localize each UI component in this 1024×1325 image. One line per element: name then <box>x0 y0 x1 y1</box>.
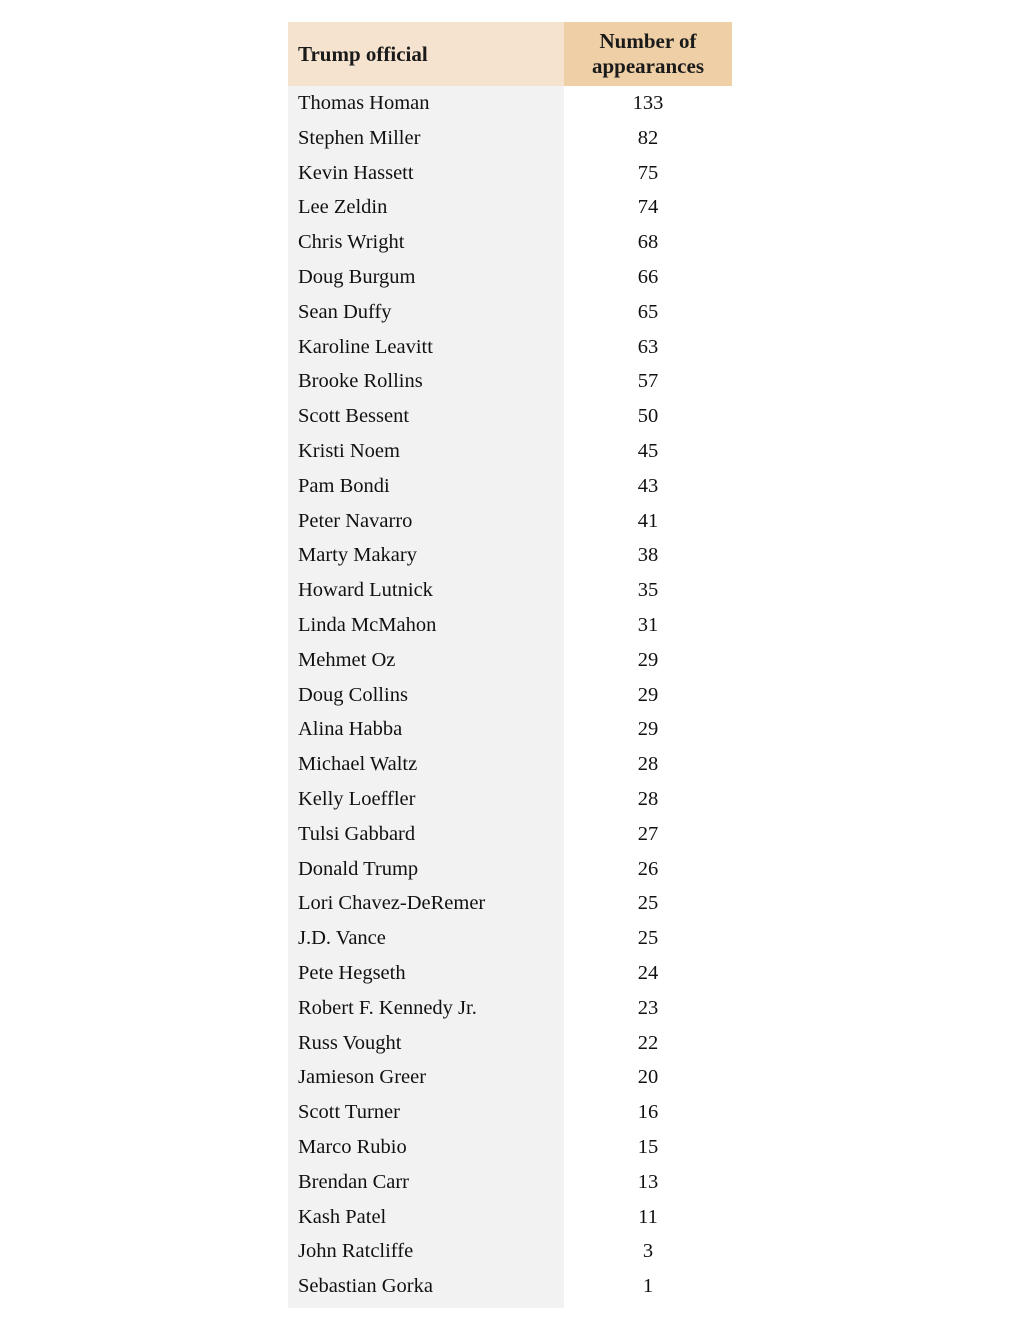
name-column-band-tail <box>288 1303 564 1308</box>
cell-appearance-count: 28 <box>564 782 732 817</box>
table-row <box>288 1095 732 1130</box>
table-row <box>288 190 732 225</box>
cell-official-name: Scott Turner <box>288 1095 564 1130</box>
cell-official-name: Stephen Miller <box>288 121 564 156</box>
table-row <box>288 782 732 817</box>
cell-official-name: Alina Habba <box>288 712 564 747</box>
cell-official-name: Tulsi Gabbard <box>288 817 564 852</box>
table-body <box>288 86 732 1304</box>
trump-official-appearances-table <box>288 22 732 1304</box>
cell-appearance-count: 74 <box>564 190 732 225</box>
table-row <box>288 434 732 469</box>
cell-official-name: Russ Vought <box>288 1026 564 1061</box>
table-row <box>288 712 732 747</box>
cell-official-name: Lori Chavez-DeRemer <box>288 886 564 921</box>
table-header-row <box>288 22 732 86</box>
cell-appearance-count: 31 <box>564 608 732 643</box>
cell-appearance-count: 82 <box>564 121 732 156</box>
cell-official-name: Doug Burgum <box>288 260 564 295</box>
cell-appearance-count: 50 <box>564 399 732 434</box>
table-row <box>288 852 732 887</box>
cell-official-name: Marty Makary <box>288 538 564 573</box>
cell-appearance-count: 13 <box>564 1165 732 1200</box>
cell-official-name: Pete Hegseth <box>288 956 564 991</box>
cell-appearance-count: 29 <box>564 643 732 678</box>
cell-official-name: Scott Bessent <box>288 399 564 434</box>
table-row <box>288 1060 732 1095</box>
table-row <box>288 1200 732 1235</box>
cell-official-name: Kelly Loeffler <box>288 782 564 817</box>
cell-appearance-count: 20 <box>564 1060 732 1095</box>
cell-appearance-count: 45 <box>564 434 732 469</box>
table-row <box>288 1269 732 1304</box>
cell-appearance-count: 28 <box>564 747 732 782</box>
column-header-line-2: appearances <box>592 54 704 78</box>
cell-appearance-count: 66 <box>564 260 732 295</box>
table-row <box>288 956 732 991</box>
cell-official-name: Peter Navarro <box>288 504 564 539</box>
cell-official-name: Karoline Leavitt <box>288 330 564 365</box>
cell-appearance-count: 29 <box>564 678 732 713</box>
table-row <box>288 469 732 504</box>
cell-appearance-count: 43 <box>564 469 732 504</box>
cell-official-name: Chris Wright <box>288 225 564 260</box>
cell-appearance-count: 25 <box>564 921 732 956</box>
cell-appearance-count: 38 <box>564 538 732 573</box>
table-header <box>288 22 732 86</box>
table-row <box>288 86 732 121</box>
cell-appearance-count: 26 <box>564 852 732 887</box>
table-row <box>288 747 732 782</box>
table-row <box>288 260 732 295</box>
cell-appearance-count: 35 <box>564 573 732 608</box>
table-row <box>288 121 732 156</box>
cell-appearance-count: 57 <box>564 364 732 399</box>
cell-official-name: J.D. Vance <box>288 921 564 956</box>
cell-appearance-count: 63 <box>564 330 732 365</box>
cell-appearance-count: 41 <box>564 504 732 539</box>
appearances-table-container <box>288 22 732 1304</box>
cell-appearance-count: 75 <box>564 156 732 191</box>
table-row <box>288 538 732 573</box>
cell-official-name: Michael Waltz <box>288 747 564 782</box>
cell-appearance-count: 29 <box>564 712 732 747</box>
cell-official-name: Thomas Homan <box>288 86 564 121</box>
cell-official-name: John Ratcliffe <box>288 1234 564 1269</box>
cell-appearance-count: 133 <box>564 86 732 121</box>
cell-appearance-count: 11 <box>564 1200 732 1235</box>
table-row <box>288 1165 732 1200</box>
table-row <box>288 1026 732 1061</box>
table-row <box>288 1234 732 1269</box>
table-row <box>288 295 732 330</box>
table-row <box>288 573 732 608</box>
table-row <box>288 608 732 643</box>
table-row <box>288 817 732 852</box>
table-row <box>288 156 732 191</box>
cell-appearance-count: 25 <box>564 886 732 921</box>
table-row <box>288 364 732 399</box>
table-row <box>288 330 732 365</box>
cell-appearance-count: 16 <box>564 1095 732 1130</box>
cell-official-name: Sean Duffy <box>288 295 564 330</box>
cell-official-name: Mehmet Oz <box>288 643 564 678</box>
cell-official-name: Kash Patel <box>288 1200 564 1235</box>
cell-appearance-count: 27 <box>564 817 732 852</box>
table-row <box>288 991 732 1026</box>
table-row <box>288 225 732 260</box>
column-header-number-of-appearances <box>564 22 732 86</box>
cell-appearance-count: 3 <box>564 1234 732 1269</box>
cell-official-name: Doug Collins <box>288 678 564 713</box>
cell-official-name: Lee Zeldin <box>288 190 564 225</box>
cell-official-name: Linda McMahon <box>288 608 564 643</box>
cell-official-name: Sebastian Gorka <box>288 1269 564 1304</box>
cell-appearance-count: 22 <box>564 1026 732 1061</box>
cell-appearance-count: 1 <box>564 1269 732 1304</box>
cell-appearance-count: 68 <box>564 225 732 260</box>
cell-official-name: Brendan Carr <box>288 1165 564 1200</box>
cell-official-name: Howard Lutnick <box>288 573 564 608</box>
cell-appearance-count: 65 <box>564 295 732 330</box>
cell-official-name: Kevin Hassett <box>288 156 564 191</box>
cell-official-name: Kristi Noem <box>288 434 564 469</box>
column-header-line-1: Number of <box>599 29 697 53</box>
table-row <box>288 678 732 713</box>
table-row <box>288 643 732 678</box>
cell-official-name: Marco Rubio <box>288 1130 564 1165</box>
table-row <box>288 399 732 434</box>
cell-appearance-count: 15 <box>564 1130 732 1165</box>
column-header-trump-official: Trump official <box>288 22 564 86</box>
cell-official-name: Robert F. Kennedy Jr. <box>288 991 564 1026</box>
table-row <box>288 504 732 539</box>
cell-official-name: Donald Trump <box>288 852 564 887</box>
cell-official-name: Pam Bondi <box>288 469 564 504</box>
cell-appearance-count: 24 <box>564 956 732 991</box>
cell-appearance-count: 23 <box>564 991 732 1026</box>
cell-official-name: Jamieson Greer <box>288 1060 564 1095</box>
table-row <box>288 886 732 921</box>
table-row <box>288 921 732 956</box>
cell-official-name: Brooke Rollins <box>288 364 564 399</box>
table-row <box>288 1130 732 1165</box>
